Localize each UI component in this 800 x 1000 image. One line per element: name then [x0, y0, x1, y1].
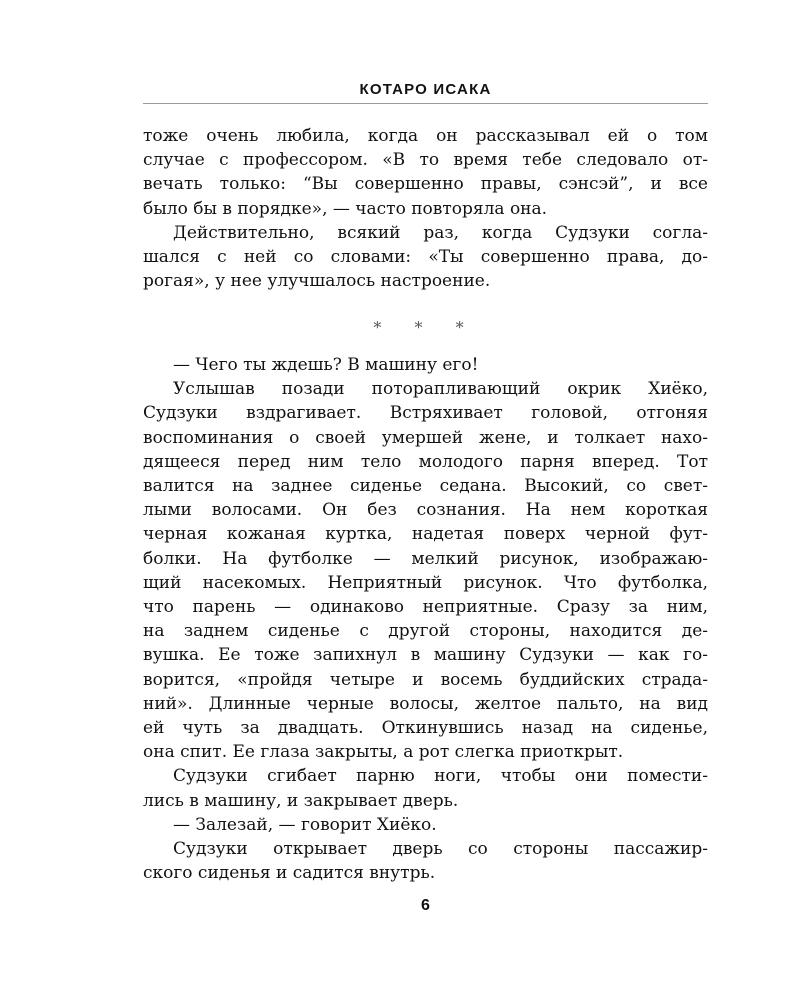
- header-divider: [143, 103, 708, 104]
- text-line: ний». Длинные черные волосы, желтое пальто, на вид: [143, 693, 708, 714]
- text-line: было бы в порядке», — часто повторяла она.: [143, 198, 548, 219]
- text-line: на заднем сиденье с другой стороны, находится де-: [143, 621, 708, 642]
- page-number: 6: [421, 897, 430, 914]
- text-line: Судзуки сгибает парню ноги, чтобы они помести-: [173, 766, 708, 787]
- text-line: Действительно, всякий раз, когда Судзуки согла-: [173, 222, 708, 243]
- text-line: она спит. Ее глаза закрыты, а рот слегка приоткрыт.: [143, 742, 624, 763]
- text-line: ворится, «пройдя четыре и восемь буддийских страда-: [143, 669, 708, 690]
- text-line: ского сиденья и садится внутрь.: [143, 863, 436, 884]
- text-line: болки. На футболке — мелкий рисунок, изображаю-: [143, 548, 708, 569]
- text-line: случае с профессором. «В то время тебе следовало от-: [143, 150, 708, 171]
- text-line: вечать только: “Вы совершенно правы, сэнсэй”, и все: [143, 174, 708, 195]
- running-title: КОТАРО ИСАКА: [359, 81, 492, 98]
- text-line: дящееся перед ним тело молодого парня вперед. Тот: [143, 451, 708, 472]
- text-line: щий насекомых. Неприятный рисунок. Что футболка,: [143, 572, 708, 593]
- text-line: валится на заднее сиденье седана. Высокий, со свет-: [143, 476, 708, 497]
- text-line: тоже очень любила, когда он рассказывал ей о том: [143, 126, 708, 146]
- text-line: Услышав позади поторапливающий окрик Хиёко,: [173, 379, 708, 400]
- text-line: ей чуть за двадцать. Откинувшись назад на сиденье,: [143, 718, 708, 739]
- text-block-2: [143, 353, 708, 885]
- text-line: Судзуки вздрагивает. Встряхивает головой, отгоняя: [143, 403, 708, 424]
- text-line: шался с ней со словами: «Ты совершенно права, до-: [143, 247, 708, 268]
- text-line: что парень — одинаково неприятные. Сразу за ним,: [143, 597, 708, 618]
- text-line: рогая», у нее улучшалось настроение.: [143, 271, 491, 292]
- text-line: Судзуки открывает дверь со стороны пассажир-: [173, 839, 708, 860]
- text-line: — Чего ты ждешь? В машину его!: [173, 355, 479, 375]
- section-separator: * * *: [373, 318, 478, 337]
- text-line: черная кожаная куртка, надетая поверх черной фут-: [143, 524, 708, 545]
- text-block-1: [143, 124, 708, 293]
- text-line: воспоминания о своей умершей жене, и толкает нахо-: [143, 427, 708, 448]
- text-line: лыми волосами. Он без сознания. На нем короткая: [143, 500, 708, 521]
- text-line: лись в машину, и закрывает дверь.: [143, 790, 459, 811]
- text-line: — Залезай, — говорит Хиёко.: [173, 814, 437, 835]
- text-line: вушка. Ее тоже запихнул в машину Судзуки — как го-: [143, 645, 708, 666]
